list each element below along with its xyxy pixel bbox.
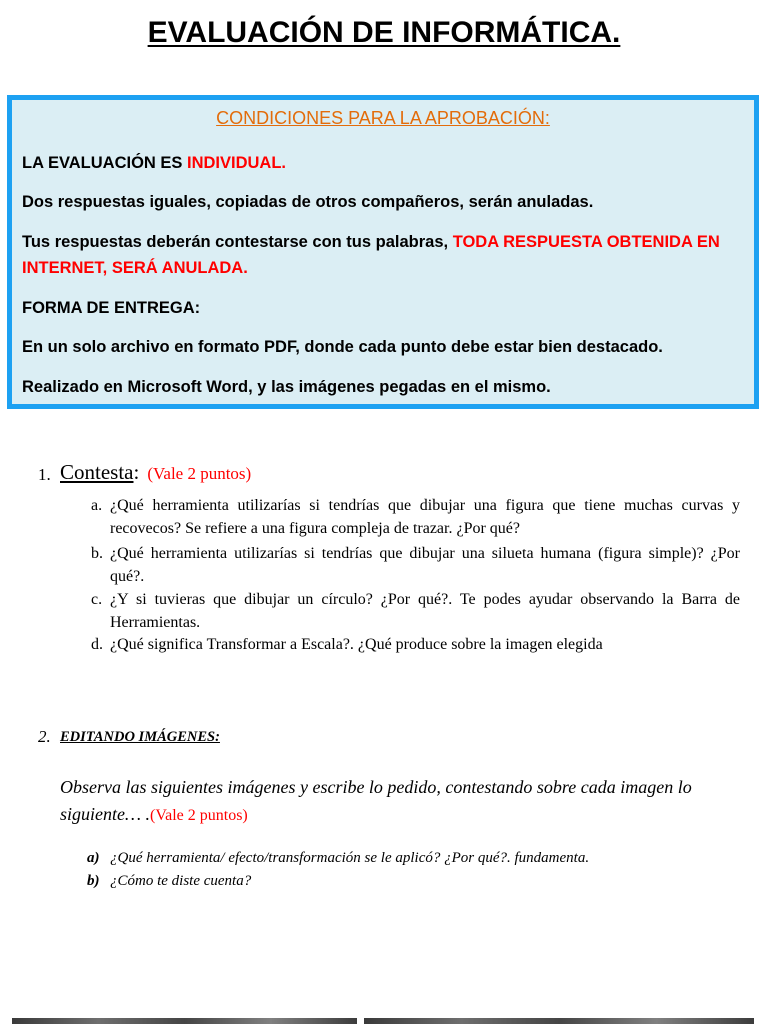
page-title: EVALUACIÓN DE INFORMÁTICA. [147,16,621,49]
question2-intro-text: Observa las siguientes imágenes y escribe lo pedido, contestando sobre cada imagen lo siguiente… . [60,777,692,824]
item-text: ¿Qué herramienta/ efecto/transformación se le aplicó? ¿Por qué?. fundamenta. [110,850,590,866]
condition-individual-prefix: LA EVALUACIÓN ES [22,154,188,172]
item-text: ¿Qué significa Transformar a Escala?. ¿Qué produce sobre la imagen elegida [110,636,603,653]
delivery-word: Realizado en Microsoft Word, y las imágenes pegadas en el mismo. [22,378,551,396]
item-text: ¿Qué herramienta utilizarías si tendrías que dibujar una figura que tiene muchas curvas y recovecos? Se refiere a una figura compleja de trazar. ¿Por qué? [110,497,740,537]
item-letter: a. [91,497,103,514]
question1-label: Contesta [60,460,134,484]
item-letter: c. [91,591,103,608]
question2-item-b [87,873,252,890]
image-preview-left [12,1018,357,1024]
delivery-heading: FORMA DE ENTREGA: [22,299,201,317]
question1-heading [60,460,251,485]
question1-item-a [91,494,740,540]
question2-item-a [87,850,590,867]
question1-colon: : [133,460,140,484]
question1-number: 1. [38,465,51,484]
condition-individual [22,150,742,176]
condition-copies: Dos respuestas iguales, copiadas de otros compañeros, serán anuladas. [22,193,594,211]
question1-item-b [91,542,740,588]
delivery-format: En un solo archivo en formato PDF, donde cada punto debe estar bien destacado. [22,338,663,356]
condition-individual-highlight: INDIVIDUAL. [187,154,287,172]
item-letter: d. [91,636,103,653]
condition-own-words-highlight: TODA RESPUESTA OBTENIDA EN INTERNET, SERÁ ANULADA. [22,233,720,277]
question1-item-c [91,588,740,634]
item-letter: b. [91,545,103,562]
condition-own-words-prefix: Tus respuestas deberán contestarse con tus palabras, [22,233,453,251]
question2-points: (Vale 2 puntos) [150,807,248,824]
item-letter: a) [87,850,100,866]
item-text: ¿Cómo te diste cuenta? [110,873,252,889]
conditions-box [7,95,759,409]
condition-own-words [22,229,742,281]
question1-item-d [91,633,740,656]
item-text: ¿Y si tuvieras que dibujar un círculo? ¿Por qué?. Te podes ayudar observando la Barra de Herramientas. [110,591,740,631]
item-text: ¿Qué herramienta utilizarías si tendrías que dibujar una silueta humana (figura simple)? ¿Por qué?. [110,545,740,585]
conditions-heading: CONDICIONES PARA LA APROBACIÓN: [216,108,550,128]
item-letter: b) [87,873,100,889]
question2-number: 2. [38,727,51,746]
question2-heading: EDITANDO IMÁGENES: [60,729,220,745]
question1-points: (Vale 2 puntos) [147,464,252,483]
image-preview-right [364,1018,754,1024]
question2-intro [60,774,740,829]
